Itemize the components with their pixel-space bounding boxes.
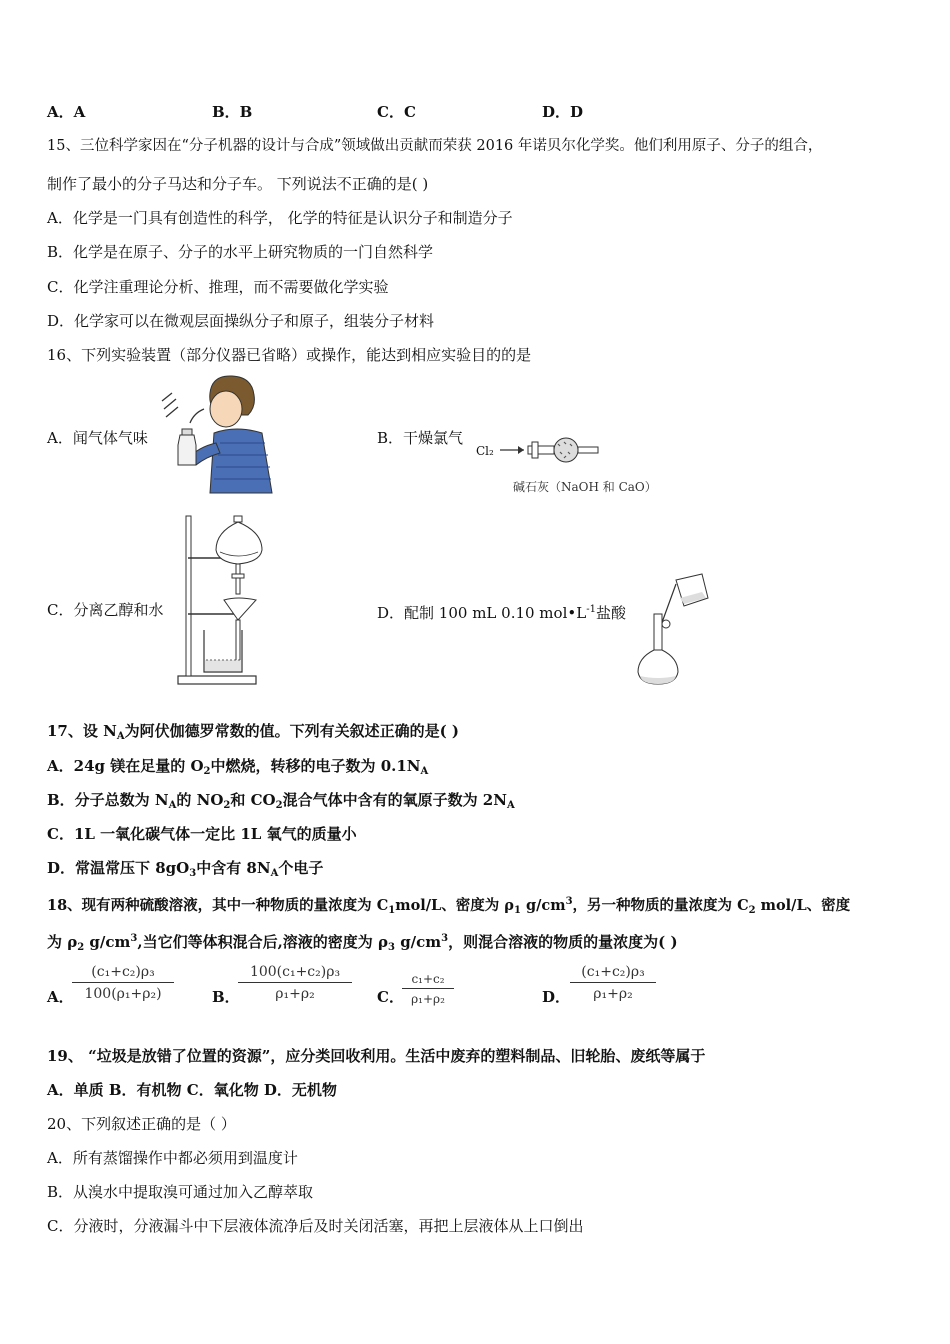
q18-option-b-fraction: [238, 964, 352, 1002]
q20-option-a: A．所有蒸馏操作中都必须用到温度计: [47, 1149, 298, 1167]
q18-stem-line1: 18、现有两种硫酸溶液，其中一种物质的量浓度为 $C_1mol/L$、密度为 $\rho_1$ $g/cm^3$，另一种物质的量浓度为 $C_2$ mol/L、密度: [47, 896, 851, 916]
q15-stem-line1: 15、三位科学家因在“分子机器的设计与合成”领域做出贡献而荣获 2016 年诺贝尔化学奖。他们利用原子、分子的组合，: [47, 138, 823, 154]
q16-option-d: D．配制 100 mL 0.10 $mol•L^{-1}$盐酸: [377, 604, 626, 622]
drying-tube-illustration: [498, 434, 602, 466]
q18-option-b-label: B．: [212, 988, 240, 1006]
smelling-gas-illustration: [160, 373, 278, 495]
q18-a-denominator: 100(ρ₁+ρ₂): [84, 986, 162, 1002]
q18-option-c-fraction: [402, 972, 454, 1006]
q20-option-b: B．从溴水中提取溴可通过加入乙醇萃取: [47, 1183, 314, 1201]
q18-d-denominator: ρ₁+ρ₂: [593, 986, 633, 1002]
q18-option-a-label: A．: [47, 988, 74, 1006]
q18-c-numerator: c₁+c₂: [411, 972, 445, 986]
q18-a-numerator: (c₁+c₂)ρ₃: [91, 964, 155, 980]
q19-options: A．单质 B．有机物 C．氧化物 D．无机物: [47, 1081, 337, 1099]
q14-option-a: A．A: [47, 103, 86, 121]
q18-option-d-label: D．: [542, 988, 571, 1006]
q17-stem: 17、设 $N_A$为阿伏伽德罗常数的值。下列有关叙述正确的是( ): [47, 722, 459, 742]
q16-option-b: B．干燥氯气: [377, 429, 464, 447]
cl2-label: Cl₂: [476, 444, 494, 458]
q18-c-denominator: ρ₁+ρ₂: [411, 992, 445, 1006]
q18-d-numerator: (c₁+c₂)ρ₃: [581, 964, 645, 980]
q15-stem-line2: 制作了最小的分子马达和分子车。 下列说法不正确的是( ): [47, 175, 429, 193]
q17-option-a: A．24g 镁在足量的 $O_2$中燃烧，转移的电子数为 $0.1N_A$: [47, 757, 429, 777]
q20-option-c: C．分液时，分液漏斗中下层液体流净后及时关闭活塞，再把上层液体从上口倒出: [47, 1217, 584, 1235]
q16-option-c: C．分离乙醇和水: [47, 601, 164, 619]
q17-option-b: B．分子总数为 $N_A$的 $NO_2$和 $CO_2$混合气体中含有的氧原子数为 $2N_A$: [47, 791, 515, 811]
q15-option-b: B．化学是在原子、分子的水平上研究物质的一门自然科学: [47, 243, 434, 261]
q18-b-numerator: 100(c₁+c₂)ρ₃: [249, 964, 341, 980]
q18-b-denominator: ρ₁+ρ₂: [275, 986, 315, 1002]
q18-option-c-label: C．: [377, 988, 404, 1006]
q14-option-c: C．C: [377, 103, 416, 121]
q14-option-b: B．B: [212, 103, 253, 121]
q16-stem: 16、下列实验装置（部分仪器已省略）或操作，能达到相应实验目的的是: [47, 346, 532, 364]
q15-option-d: D．化学家可以在微观层面操纵分子和原子，组装分子材料: [47, 312, 435, 330]
q17-option-d: D．常温常压下 $8gO_3$中含有 $8N_A$个电子: [47, 859, 324, 879]
q14-option-d: D．D: [542, 103, 584, 121]
q18-option-d-fraction: [570, 964, 656, 1002]
volumetric-flask-illustration: [636, 572, 716, 688]
q16-option-a: A．闻气体气味: [47, 429, 148, 447]
separatory-funnel-illustration: [176, 512, 266, 688]
q15-option-a: A．化学是一门具有创造性的科学， 化学的特征是认识分子和制造分子: [47, 209, 513, 227]
q17-option-c: C．1L 一氧化碳气体一定比 1L 氧气的质量小: [47, 825, 357, 843]
q18-stem-line2: 为 $\rho_2$ $g/cm^3$,当它们等体积混合后,溶液的密度为 $\rho_3$ $g/cm^3$，则混合溶液的物质的量浓度为( ): [47, 933, 678, 953]
q20-stem: 20、下列叙述正确的是（ ）: [47, 1115, 236, 1133]
q18-option-a-fraction: [72, 964, 174, 1002]
soda-lime-caption: 碱石灰（NaOH 和 CaO）: [513, 480, 657, 494]
q19-stem: 19、 “垃圾是放错了位置的资源”，应分类回收利用。生活中废弃的塑料制品、旧轮胎、废纸等属于: [47, 1047, 706, 1065]
q15-option-c: C．化学注重理论分析、推理，而不需要做化学实验: [47, 278, 389, 296]
